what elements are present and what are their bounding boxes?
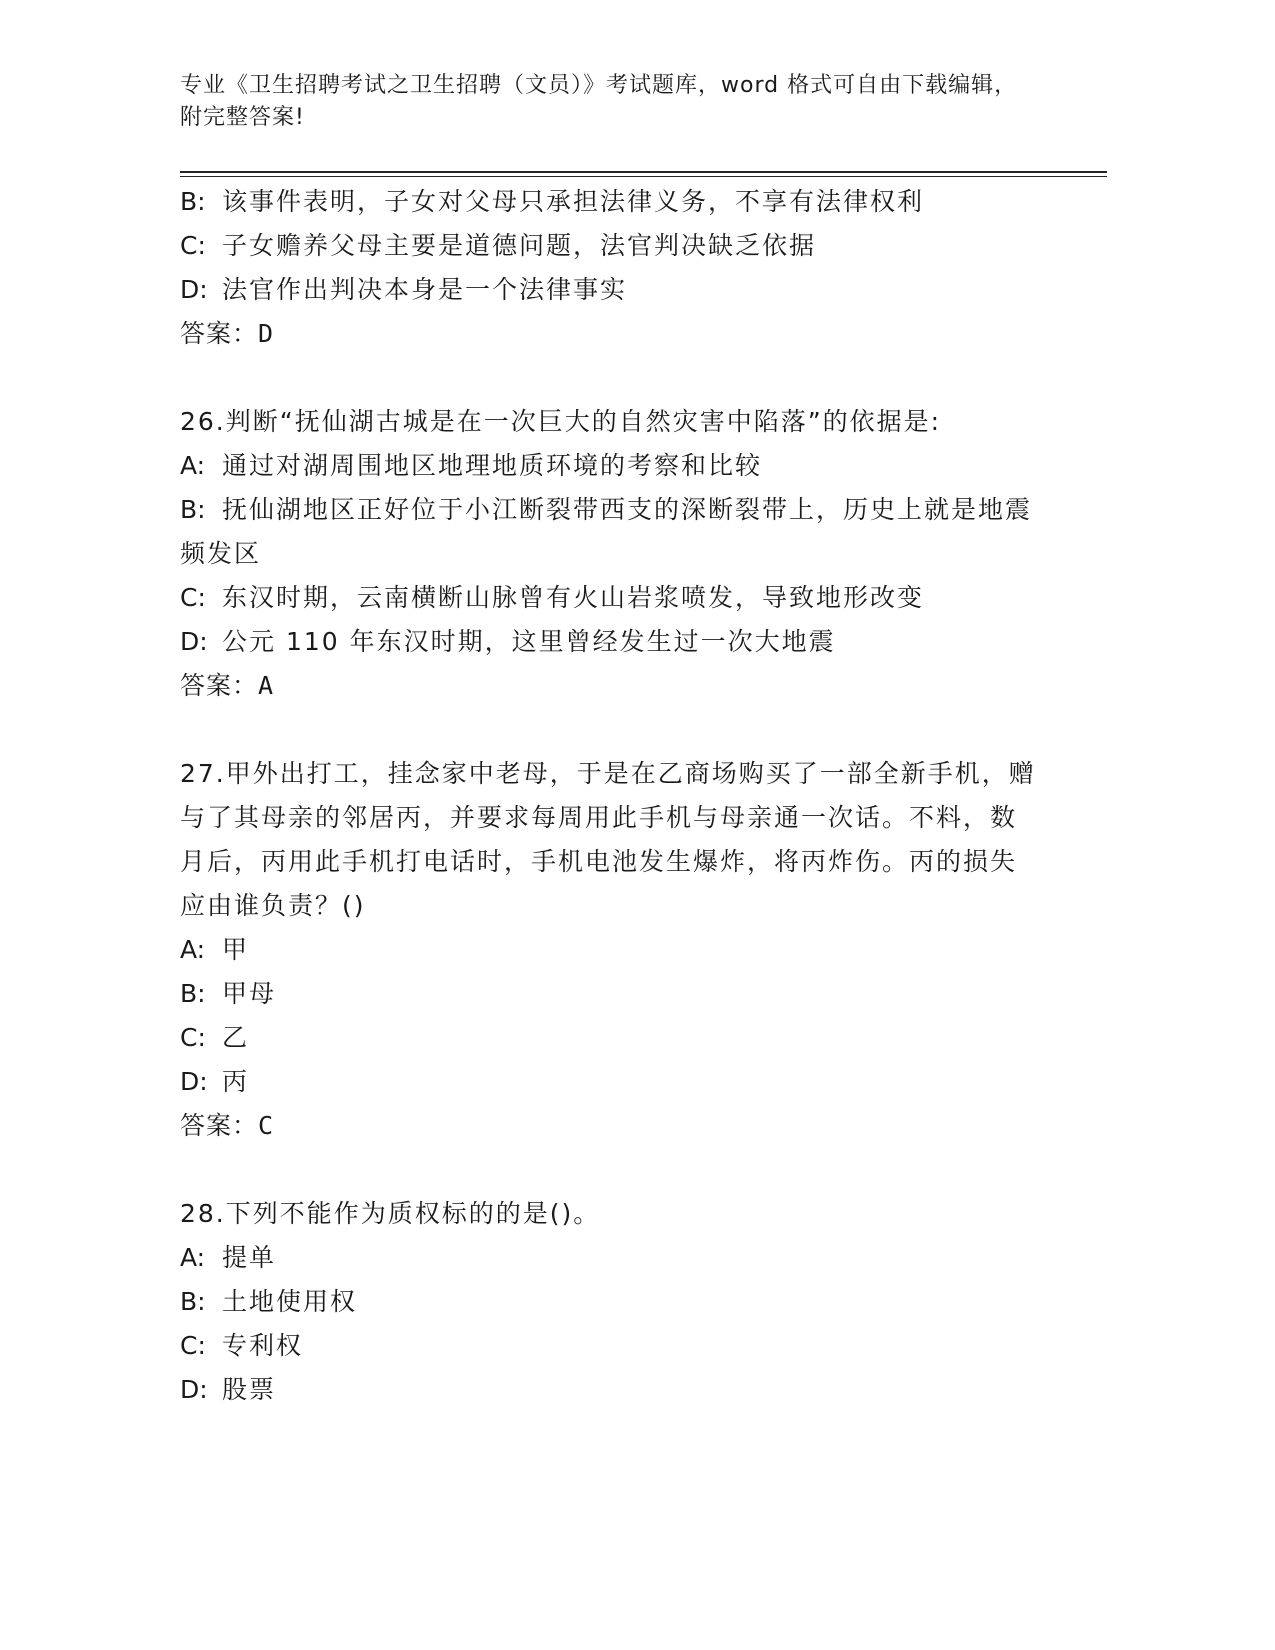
answer-label: 答案： <box>180 671 259 700</box>
option-d <box>180 1060 1040 1104</box>
option-text: 东汉时期，云南横断山脉曾有火山岩浆喷发，导致地形改变 <box>222 583 925 612</box>
option-text: 甲母 <box>222 979 277 1008</box>
option-letter: D: <box>180 1067 208 1096</box>
option-letter: B: <box>180 187 206 216</box>
option-letter: D: <box>180 275 208 304</box>
question-stem: 28.下列不能作为质权标的的是()。 <box>180 1199 601 1228</box>
option-letter: C: <box>180 231 206 260</box>
question-28 <box>180 1192 1040 1412</box>
question-27 <box>180 752 1040 1148</box>
answer-label: 答案： <box>180 319 259 348</box>
option-d <box>180 620 1040 664</box>
question-stem: 27.甲外出打工，挂念家中老母，于是在乙商场购买了一部全新手机，赠与了其母亲的邻居丙，并要求每周用此手机与母亲通一次话。不料，数月后，丙用此手机打电话时，手机电池发生爆炸，将丙炸伤。丙的损失应由谁负责？() <box>180 759 1036 920</box>
option-text: 子女赡养父母主要是道德问题，法官判决缺乏依据 <box>222 231 817 260</box>
option-letter: C: <box>180 1331 206 1360</box>
option-letter: D: <box>180 627 208 656</box>
option-a <box>180 444 1040 488</box>
option-text: 专利权 <box>222 1331 304 1360</box>
answer-label: 答案： <box>180 1111 259 1140</box>
answer-line <box>180 1104 1040 1148</box>
option-letter: A: <box>180 935 206 964</box>
header-rule-thin <box>180 176 1107 177</box>
option-letter: A: <box>180 451 206 480</box>
question-stem: 26.判断“抚仙湖古城是在一次巨大的自然灾害中陷落”的依据是: <box>180 407 942 436</box>
option-b <box>180 488 1040 576</box>
option-b <box>180 180 1040 224</box>
option-text: 股票 <box>222 1375 277 1404</box>
option-letter: C: <box>180 1023 206 1052</box>
option-letter: B: <box>180 1287 206 1316</box>
option-letter: B: <box>180 979 206 1008</box>
answer-value: D <box>258 319 275 348</box>
option-a <box>180 1236 1040 1280</box>
option-d <box>180 1368 1040 1412</box>
page-header: 专业《卫生招聘考试之卫生招聘（文员）》考试题库，word 格式可自由下载编辑，附完整答案! <box>180 73 1018 130</box>
option-c <box>180 1324 1040 1368</box>
option-text: 该事件表明，子女对父母只承担法律义务，不享有法律权利 <box>222 187 925 216</box>
option-b <box>180 972 1040 1016</box>
answer-value: A <box>258 671 275 700</box>
option-text: 提单 <box>222 1243 277 1272</box>
option-text: 法官作出判决本身是一个法律事实 <box>222 275 628 304</box>
option-d <box>180 268 1040 312</box>
answer-line <box>180 312 1040 356</box>
answer-value: C <box>258 1111 275 1140</box>
question-26 <box>180 400 1040 708</box>
header-rule-thick <box>180 171 1107 173</box>
answer-line <box>180 664 1040 708</box>
option-text: 公元 110 年东汉时期，这里曾经发生过一次大地震 <box>222 627 836 656</box>
option-letter: D: <box>180 1375 208 1404</box>
option-letter: A: <box>180 1243 206 1272</box>
option-text: 乙 <box>222 1023 250 1052</box>
option-text: 抚仙湖地区正好位于小江断裂带西支的深断裂带上，历史上就是地震频发区 <box>180 495 1033 568</box>
option-text: 甲 <box>222 935 250 964</box>
option-text: 通过对湖周围地区地理地质环境的考察和比较 <box>222 451 763 480</box>
option-text: 丙 <box>222 1067 250 1096</box>
option-a <box>180 928 1040 972</box>
option-letter: C: <box>180 583 206 612</box>
option-letter: B: <box>180 495 206 524</box>
option-b <box>180 1280 1040 1324</box>
option-c <box>180 224 1040 268</box>
option-c <box>180 1016 1040 1060</box>
option-c <box>180 576 1040 620</box>
document-body <box>180 180 1040 1412</box>
question-continued <box>180 180 1040 356</box>
option-text: 土地使用权 <box>222 1287 358 1316</box>
